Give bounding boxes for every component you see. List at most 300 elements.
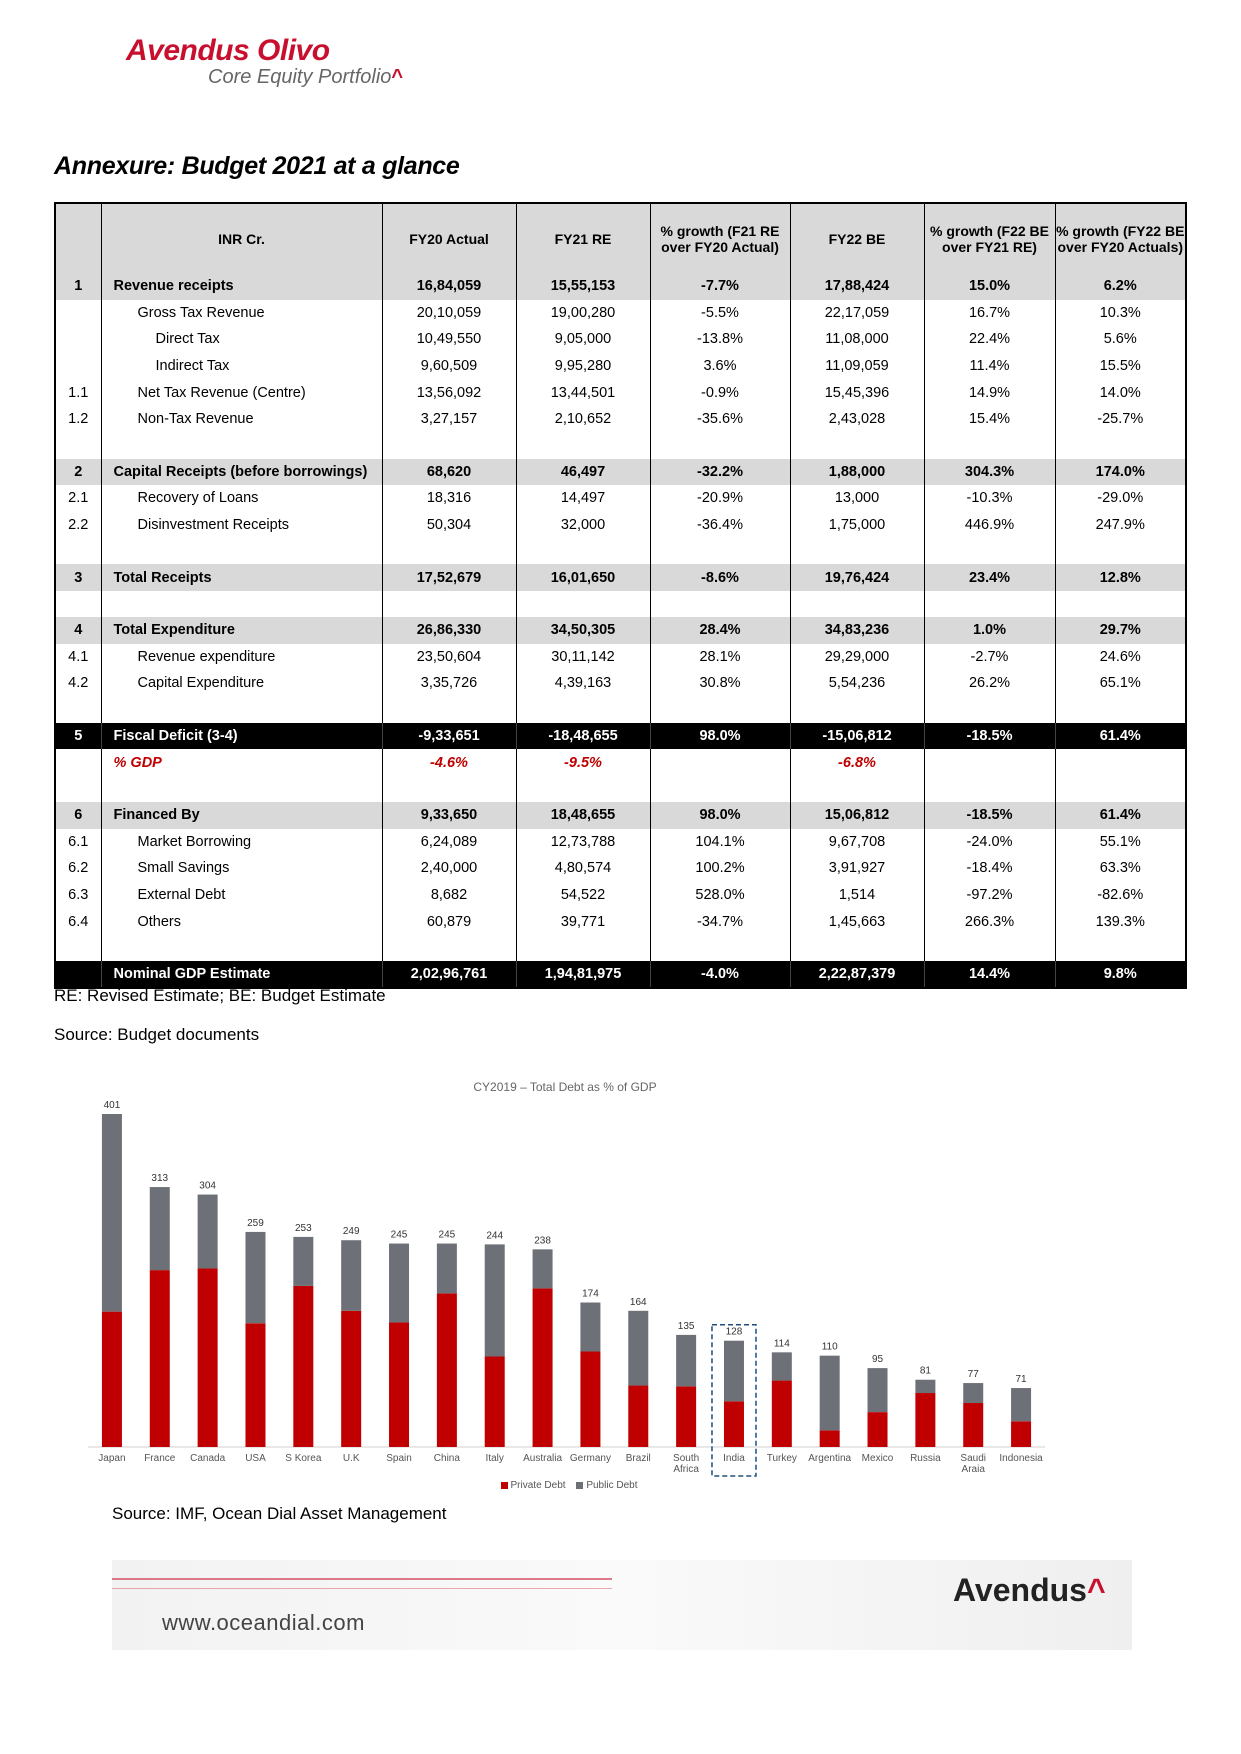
- row-number: [55, 353, 101, 380]
- bar-public-debt: [724, 1341, 744, 1402]
- row-value: 8,682: [382, 882, 516, 909]
- table-cell: [924, 591, 1055, 617]
- row-value: 10,49,550: [382, 326, 516, 353]
- x-tick-label: Araia: [961, 1464, 985, 1475]
- row-value: -36.4%: [650, 512, 790, 539]
- row-value: [1055, 749, 1186, 776]
- row-value: -4.6%: [382, 749, 516, 776]
- row-value: 174.0%: [1055, 459, 1186, 486]
- bar-total-label: 245: [390, 1229, 408, 1241]
- row-label: Disinvestment Receipts: [101, 512, 382, 539]
- legend-public: Public Debt: [586, 1480, 638, 1491]
- bar-private-debt: [293, 1286, 313, 1447]
- row-value: -0.9%: [650, 379, 790, 406]
- row-value: 266.3%: [924, 908, 1055, 935]
- table-row: [55, 326, 1186, 353]
- bar-public-debt: [580, 1303, 600, 1352]
- row-value: 3,35,726: [382, 670, 516, 697]
- table-row: [55, 353, 1186, 380]
- table-cell: [1055, 776, 1186, 802]
- table-cell: [516, 591, 650, 617]
- row-value: -13.8%: [650, 326, 790, 353]
- footer-brand-logo: [953, 1572, 1106, 1609]
- row-value: -29.0%: [1055, 485, 1186, 512]
- row-value: 13,56,092: [382, 379, 516, 406]
- row-number: [55, 300, 101, 327]
- logo-subtitle: [208, 66, 403, 89]
- bar-private-debt: [1011, 1421, 1031, 1447]
- table-row: [55, 749, 1186, 776]
- bar-private-debt: [580, 1352, 600, 1447]
- table-cell: [650, 433, 790, 459]
- row-value: 6.2%: [1055, 273, 1186, 300]
- row-number: 2.2: [68, 517, 89, 534]
- row-label: External Debt: [101, 882, 382, 909]
- x-tick-label: Saudi: [960, 1453, 987, 1464]
- row-value: 18,316: [382, 485, 516, 512]
- row-label: Capital Receipts (before borrowings): [101, 459, 382, 486]
- row-value: 9,60,509: [382, 353, 516, 380]
- row-value: -20.9%: [650, 485, 790, 512]
- x-tick-label: South: [673, 1453, 700, 1464]
- bar-total-label: 253: [294, 1222, 312, 1234]
- table-cell: [1055, 538, 1186, 564]
- x-tick-label: Brazil: [625, 1453, 651, 1464]
- row-value: -18.5%: [924, 723, 1055, 750]
- table-cell: [924, 776, 1055, 802]
- row-value: 12.8%: [1055, 564, 1186, 591]
- x-tick-label: China: [433, 1453, 460, 1464]
- row-value: 139.3%: [1055, 908, 1186, 935]
- row-value: 10.3%: [1055, 300, 1186, 327]
- bar-private-debt: [341, 1311, 361, 1447]
- bar-total-label: 77: [967, 1369, 979, 1381]
- chart-legend: [70, 1480, 1060, 1491]
- row-value: -18,48,655: [516, 723, 650, 750]
- bar-total-label: 304: [199, 1180, 216, 1192]
- row-value: [924, 749, 1055, 776]
- row-value: -18.4%: [924, 855, 1055, 882]
- x-tick-label: Indonesia: [999, 1453, 1043, 1464]
- row-value: 15.5%: [1055, 353, 1186, 380]
- row-value: 28.1%: [650, 644, 790, 671]
- table-cell: [516, 935, 650, 961]
- x-tick-label: Germany: [569, 1453, 611, 1464]
- row-value: 9,67,708: [790, 829, 924, 856]
- bar-private-debt: [198, 1268, 218, 1447]
- table-cell: [650, 697, 790, 723]
- table-cell: [101, 776, 382, 802]
- row-value: 19,00,280: [516, 300, 650, 327]
- table-row: [55, 723, 1186, 750]
- bar-private-debt: [820, 1430, 840, 1447]
- row-value: 14,497: [516, 485, 650, 512]
- row-value: 23.4%: [924, 564, 1055, 591]
- header-fy20-actual: FY20 Actual: [382, 203, 516, 273]
- logo-avendus-olivo: [126, 34, 330, 68]
- row-value: -7.7%: [650, 273, 790, 300]
- header-growth-f22: % growth (F22 BE over FY21 RE): [924, 203, 1055, 273]
- table-cell: [55, 935, 101, 961]
- bar-public-debt: [102, 1114, 122, 1312]
- row-value: 98.0%: [650, 802, 790, 829]
- row-value: 46,497: [516, 459, 650, 486]
- row-value: 11,09,059: [790, 353, 924, 380]
- table-cell: [1055, 935, 1186, 961]
- row-value: 29.7%: [1055, 617, 1186, 644]
- row-label: Gross Tax Revenue: [101, 300, 382, 327]
- row-value: 26.2%: [924, 670, 1055, 697]
- table-cell: [924, 538, 1055, 564]
- row-number: 3: [74, 569, 83, 586]
- row-value: 17,88,424: [790, 273, 924, 300]
- table-cell: [101, 935, 382, 961]
- row-value: 29,29,000: [790, 644, 924, 671]
- table-row: [55, 829, 1186, 856]
- table-cell: [790, 538, 924, 564]
- row-value: -9,33,651: [382, 723, 516, 750]
- row-number: 1.2: [68, 411, 89, 428]
- x-tick-label: Japan: [98, 1453, 126, 1464]
- row-value: 54,522: [516, 882, 650, 909]
- table-cell: [55, 776, 101, 802]
- row-value: 14.4%: [924, 961, 1055, 989]
- row-label: Financed By: [101, 802, 382, 829]
- bar-total-label: 95: [871, 1354, 884, 1366]
- table-cell: [516, 538, 650, 564]
- row-value: 65.1%: [1055, 670, 1186, 697]
- bar-public-debt: [150, 1187, 170, 1270]
- x-tick-label: Russia: [910, 1453, 941, 1464]
- table-spacer-row: [55, 776, 1186, 802]
- table-row: [55, 644, 1186, 671]
- row-value: 100.2%: [650, 855, 790, 882]
- header-inr: INR Cr.: [101, 203, 382, 273]
- header-growth-fy22-fy20: % growth (FY22 BE over FY20 Actuals): [1055, 203, 1186, 273]
- source-imf-note: Source: IMF, Ocean Dial Asset Management: [112, 1504, 447, 1523]
- footer-brand-text: Avendus: [953, 1572, 1087, 1608]
- bar-public-debt: [198, 1195, 218, 1269]
- table-row: [55, 908, 1186, 935]
- bar-total-label: 114: [773, 1338, 790, 1350]
- row-value: 13,44,501: [516, 379, 650, 406]
- page-title: Annexure: Budget 2021 at a glance: [54, 152, 460, 180]
- row-value: -25.7%: [1055, 406, 1186, 433]
- table-cell: [55, 697, 101, 723]
- row-value: 11,08,000: [790, 326, 924, 353]
- row-label: Market Borrowing: [101, 829, 382, 856]
- table-row: [55, 670, 1186, 697]
- table-cell: [790, 591, 924, 617]
- table-cell: [516, 433, 650, 459]
- footer-brand-caret: ^: [1086, 1572, 1106, 1608]
- x-tick-label: Australia: [523, 1453, 563, 1464]
- bar-private-debt: [102, 1312, 122, 1447]
- row-value: 104.1%: [650, 829, 790, 856]
- x-tick-label: Argentina: [808, 1453, 852, 1464]
- row-value: -82.6%: [1055, 882, 1186, 909]
- table-row: [55, 485, 1186, 512]
- bar-total-label: 81: [919, 1365, 931, 1377]
- bar-public-debt: [915, 1380, 935, 1393]
- row-value: 34,50,305: [516, 617, 650, 644]
- table-cell: [55, 433, 101, 459]
- logo-sub-text: Core Equity Portfolio: [208, 66, 392, 88]
- row-value: 9,33,650: [382, 802, 516, 829]
- x-tick-label: Canada: [190, 1453, 226, 1464]
- x-tick-label: Spain: [386, 1453, 412, 1464]
- row-value: 34,83,236: [790, 617, 924, 644]
- table-cell: [382, 433, 516, 459]
- table-spacer-row: [55, 697, 1186, 723]
- row-value: 15.0%: [924, 273, 1055, 300]
- row-value: 16,84,059: [382, 273, 516, 300]
- table-cell: [650, 591, 790, 617]
- bar-private-debt: [963, 1403, 983, 1447]
- row-value: 4,80,574: [516, 855, 650, 882]
- table-row: [55, 882, 1186, 909]
- table-row: [55, 379, 1186, 406]
- footer-rule: [112, 1578, 612, 1580]
- x-tick-label: France: [144, 1453, 176, 1464]
- table-cell: [382, 538, 516, 564]
- row-number: [55, 749, 101, 776]
- bar-public-debt: [963, 1383, 983, 1403]
- row-value: 15,06,812: [790, 802, 924, 829]
- row-value: 30,11,142: [516, 644, 650, 671]
- bar-private-debt: [772, 1381, 792, 1447]
- row-label: Nominal GDP Estimate: [101, 961, 382, 989]
- row-value: 9.8%: [1055, 961, 1186, 989]
- row-value: -34.7%: [650, 908, 790, 935]
- row-value: 39,771: [516, 908, 650, 935]
- row-value: 63.3%: [1055, 855, 1186, 882]
- header-fy22-be: FY22 BE: [790, 203, 924, 273]
- bar-total-label: 401: [103, 1100, 121, 1111]
- header-fy21-re: FY21 RE: [516, 203, 650, 273]
- bar-total-label: 135: [677, 1320, 695, 1332]
- bar-public-debt: [437, 1244, 457, 1294]
- budget-table: [54, 202, 1187, 989]
- row-value: 4,39,163: [516, 670, 650, 697]
- bar-public-debt: [820, 1356, 840, 1431]
- table-row: [55, 802, 1186, 829]
- bar-total-label: 245: [438, 1229, 456, 1241]
- legend-swatch-public: [576, 1482, 583, 1489]
- row-value: 304.3%: [924, 459, 1055, 486]
- x-tick-label: India: [723, 1453, 745, 1464]
- row-number: 1.1: [68, 384, 89, 401]
- bar-private-debt: [676, 1386, 696, 1447]
- row-value: -8.6%: [650, 564, 790, 591]
- row-value: 22,17,059: [790, 300, 924, 327]
- row-number: 6.2: [68, 860, 89, 877]
- row-value: 3,27,157: [382, 406, 516, 433]
- table-spacer-row: [55, 433, 1186, 459]
- table-row: [55, 273, 1186, 300]
- row-number: 4.2: [68, 675, 89, 692]
- bar-total-label: 164: [629, 1296, 647, 1308]
- x-tick-label: USA: [245, 1453, 266, 1464]
- bar-public-debt: [485, 1244, 505, 1356]
- bar-private-debt: [915, 1393, 935, 1447]
- table-cell: [382, 776, 516, 802]
- row-number: [55, 961, 101, 989]
- row-value: 30.8%: [650, 670, 790, 697]
- bar-public-debt: [389, 1244, 409, 1323]
- row-value: 60,879: [382, 908, 516, 935]
- table-cell: [924, 935, 1055, 961]
- row-value: 247.9%: [1055, 512, 1186, 539]
- row-number: 6.3: [68, 886, 89, 903]
- table-cell: [1055, 697, 1186, 723]
- table-header-row: [55, 203, 1186, 273]
- x-tick-label: Turkey: [766, 1453, 797, 1464]
- row-value: 1,514: [790, 882, 924, 909]
- legend-swatch-private: [501, 1482, 508, 1489]
- footer-rule-thin: [112, 1588, 612, 1589]
- row-value: -9.5%: [516, 749, 650, 776]
- chart-title: CY2019 – Total Debt as % of GDP: [473, 1080, 657, 1094]
- row-value: 17,52,679: [382, 564, 516, 591]
- table-cell: [382, 697, 516, 723]
- row-number: 6: [74, 807, 83, 824]
- bar-private-debt: [485, 1356, 505, 1447]
- row-value: 446.9%: [924, 512, 1055, 539]
- row-label: Indirect Tax: [101, 353, 382, 380]
- row-value: 19,76,424: [790, 564, 924, 591]
- row-value: 18,48,655: [516, 802, 650, 829]
- table-spacer-row: [55, 591, 1186, 617]
- row-value: 2,02,96,761: [382, 961, 516, 989]
- table-spacer-row: [55, 935, 1186, 961]
- header-number: [55, 203, 101, 273]
- row-value: 2,43,028: [790, 406, 924, 433]
- row-value: -15,06,812: [790, 723, 924, 750]
- row-label: Revenue receipts: [101, 273, 382, 300]
- table-cell: [924, 697, 1055, 723]
- bar-public-debt: [293, 1237, 313, 1286]
- bar-public-debt: [676, 1335, 696, 1386]
- table-cell: [101, 591, 382, 617]
- x-tick-label: U.K: [342, 1453, 360, 1464]
- row-label: Non-Tax Revenue: [101, 406, 382, 433]
- row-value: 2,22,87,379: [790, 961, 924, 989]
- row-value: 24.6%: [1055, 644, 1186, 671]
- row-value: 68,620: [382, 459, 516, 486]
- bar-private-debt: [150, 1270, 170, 1447]
- table-row: [55, 961, 1186, 989]
- bar-total-label: 249: [342, 1226, 360, 1238]
- row-value: -97.2%: [924, 882, 1055, 909]
- table-cell: [516, 776, 650, 802]
- row-number: 2: [74, 463, 83, 480]
- row-value: -4.0%: [650, 961, 790, 989]
- row-label: Net Tax Revenue (Centre): [101, 379, 382, 406]
- bar-total-label: 110: [821, 1341, 838, 1353]
- table-cell: [650, 538, 790, 564]
- row-value: 61.4%: [1055, 723, 1186, 750]
- table-cell: [55, 591, 101, 617]
- row-value: 9,95,280: [516, 353, 650, 380]
- row-value: 14.9%: [924, 379, 1055, 406]
- row-value: 3,91,927: [790, 855, 924, 882]
- bar-total-label: 313: [151, 1173, 169, 1185]
- row-value: 528.0%: [650, 882, 790, 909]
- row-number: 5: [55, 723, 101, 750]
- row-number: 4: [74, 622, 83, 639]
- row-label: Capital Expenditure: [101, 670, 382, 697]
- x-tick-label: Italy: [485, 1453, 504, 1464]
- x-tick-label: Africa: [673, 1464, 699, 1475]
- bar-total-label: 174: [582, 1288, 599, 1300]
- bar-private-debt: [437, 1293, 457, 1447]
- row-value: -35.6%: [650, 406, 790, 433]
- row-value: 28.4%: [650, 617, 790, 644]
- row-number: 4.1: [68, 648, 89, 665]
- table-row: [55, 512, 1186, 539]
- table-row: [55, 300, 1186, 327]
- row-value: 1,94,81,975: [516, 961, 650, 989]
- row-value: 22.4%: [924, 326, 1055, 353]
- row-number: 6.4: [68, 913, 89, 930]
- x-tick-label: Mexico: [861, 1453, 894, 1464]
- table-cell: [924, 433, 1055, 459]
- row-value: 1,45,663: [790, 908, 924, 935]
- table-row: [55, 564, 1186, 591]
- table-cell: [55, 538, 101, 564]
- row-label: Small Savings: [101, 855, 382, 882]
- bar-private-debt: [533, 1288, 553, 1447]
- logo-main-text: Avendus Olivo: [126, 34, 330, 67]
- row-value: [650, 749, 790, 776]
- abbreviation-note: RE: Revised Estimate; BE: Budget Estimate: [54, 986, 386, 1005]
- bar-total-label: 238: [534, 1235, 551, 1247]
- row-value: 6,24,089: [382, 829, 516, 856]
- table-cell: [1055, 591, 1186, 617]
- row-value: 32,000: [516, 512, 650, 539]
- row-value: 5,54,236: [790, 670, 924, 697]
- bar-private-debt: [868, 1412, 888, 1447]
- table-cell: [790, 935, 924, 961]
- row-label: Direct Tax: [101, 326, 382, 353]
- bar-total-label: 244: [486, 1230, 504, 1242]
- row-value: 16,01,650: [516, 564, 650, 591]
- row-number: [55, 326, 101, 353]
- row-value: 1,75,000: [790, 512, 924, 539]
- legend-private: Private Debt: [510, 1480, 566, 1491]
- row-value: 15,55,153: [516, 273, 650, 300]
- row-value: -6.8%: [790, 749, 924, 776]
- row-label: Revenue expenditure: [101, 644, 382, 671]
- row-value: -32.2%: [650, 459, 790, 486]
- table-row: [55, 617, 1186, 644]
- bar-total-label: 71: [1015, 1374, 1027, 1386]
- row-value: 50,304: [382, 512, 516, 539]
- row-label: % GDP: [101, 749, 382, 776]
- row-label: Others: [101, 908, 382, 935]
- footer-url: www.oceandial.com: [162, 1610, 365, 1635]
- table-cell: [650, 776, 790, 802]
- bar-private-debt: [628, 1386, 648, 1447]
- row-value: -2.7%: [924, 644, 1055, 671]
- row-label: Fiscal Deficit (3-4): [101, 723, 382, 750]
- row-value: -5.5%: [650, 300, 790, 327]
- bar-private-debt: [245, 1323, 265, 1447]
- row-number: 6.1: [68, 833, 89, 850]
- row-value: -24.0%: [924, 829, 1055, 856]
- debt-chart: [70, 1080, 1060, 1500]
